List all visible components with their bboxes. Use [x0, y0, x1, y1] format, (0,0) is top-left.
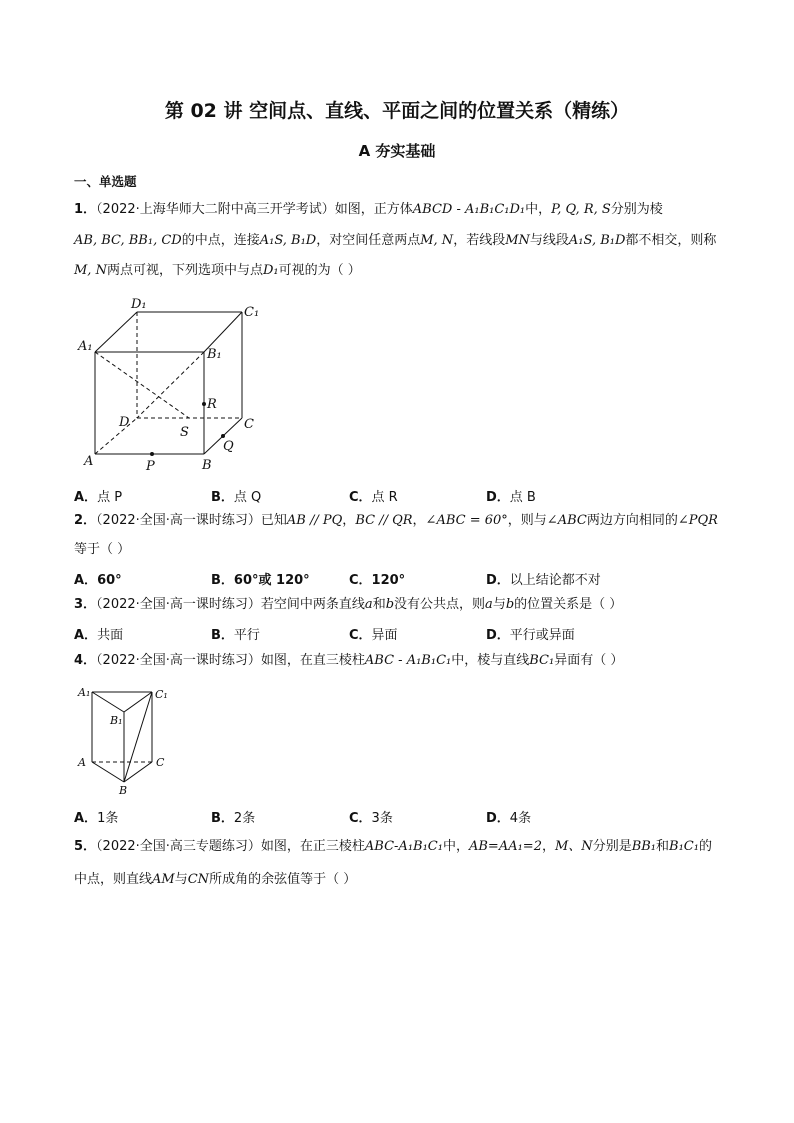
option-text: 共面: [97, 628, 124, 643]
q3-text: 的位置关系是（ ）: [514, 597, 623, 612]
q3-text: 和: [372, 597, 386, 612]
q2-option-c[interactable]: [349, 569, 405, 588]
q2-text: 两边方向相同的: [586, 513, 678, 528]
option-label: A．: [74, 811, 98, 826]
q2-text: 已知: [260, 513, 287, 528]
q1-text: 的中点，连接: [181, 233, 260, 248]
q2-condition-1: AB // PQ: [286, 513, 343, 528]
q1-text: 中，: [525, 202, 552, 217]
option-text: 点 P: [97, 490, 123, 505]
q1-line-1: [74, 201, 663, 219]
q1-text: 分别为棱: [610, 202, 663, 217]
option-label: B．: [211, 811, 234, 826]
q3-line-a: a: [364, 597, 373, 612]
q2-line-1: [74, 512, 718, 530]
option-text: 点 B: [509, 490, 536, 505]
page-subtitle: A 夯实基础: [358, 142, 436, 160]
q1-cube-name: ABCD - A₁B₁C₁D₁: [412, 202, 526, 217]
label-b1: B₁: [207, 347, 222, 362]
q3-option-d[interactable]: [486, 624, 575, 643]
option-label: B．: [211, 628, 234, 643]
q5-line-cn: CN: [187, 872, 210, 887]
q4-line-bc1: BC₁: [529, 653, 555, 668]
label-c: C: [156, 756, 165, 769]
q2-angle-abc: ∠ABC: [546, 513, 587, 528]
option-text: 异面: [371, 628, 398, 643]
q2-condition-2: BC // QR: [355, 513, 413, 528]
option-text: 4条: [509, 811, 532, 826]
q5-text: 的: [698, 839, 712, 854]
label-a1: A₁: [78, 686, 91, 699]
q1-text: 可视的为（ ）: [278, 263, 361, 278]
q1-text: 两点可视，下列选项中与点: [106, 263, 263, 278]
label-r: R: [207, 397, 217, 412]
point-p: [150, 452, 154, 456]
q1-text: 都不相交，则称: [625, 233, 717, 248]
option-label: A．: [74, 490, 98, 505]
q4-text: 中，棱与直线: [451, 653, 530, 668]
q4-text: 如图，在直三棱柱: [260, 653, 365, 668]
section-heading: 一、单选题: [74, 174, 137, 189]
q1-line-3: [74, 262, 361, 280]
prism-edge: [92, 692, 124, 712]
q5-line-2: [74, 871, 356, 889]
q3-option-a[interactable]: [74, 624, 123, 643]
point-r: [202, 402, 206, 406]
label-p: P: [146, 459, 155, 474]
q5-points-mn: M、N: [555, 839, 593, 854]
option-text: 2条: [233, 811, 256, 826]
option-label: D．: [486, 490, 510, 505]
q3-text: 与: [492, 597, 506, 612]
label-c1: C₁: [244, 305, 260, 320]
q5-text: 与: [174, 872, 188, 887]
q3-option-b[interactable]: [211, 624, 260, 643]
q4-option-d[interactable]: [486, 807, 531, 826]
q1-text: ，若线段: [453, 233, 506, 248]
q1-points: P, Q, R, S: [551, 202, 611, 217]
option-label: C．: [349, 811, 372, 826]
label-d: D: [119, 415, 130, 430]
q3-text: 若空间中两条直线: [260, 597, 365, 612]
option-text: 3条: [371, 811, 393, 826]
label-c: C: [244, 417, 254, 432]
prism-edge: [92, 762, 124, 782]
q1-segment-mn: MN: [505, 233, 530, 248]
option-label: A．: [74, 628, 98, 643]
label-b1: B₁: [110, 714, 123, 727]
q1-option-c[interactable]: [349, 486, 398, 505]
label-q: Q: [223, 439, 234, 454]
q1-option-b[interactable]: [211, 486, 261, 505]
q3-option-c[interactable]: [349, 624, 398, 643]
label-a1: A₁: [78, 339, 93, 354]
option-text: 60°或 120°: [233, 573, 310, 588]
segment-bc1: [124, 692, 152, 782]
q5-edge-bb1: BB₁: [631, 839, 657, 854]
cube-hidden-edge: [95, 418, 137, 454]
q5-prism-name: ABC-A₁B₁C₁: [364, 839, 443, 854]
option-label: D．: [486, 628, 510, 643]
q5-text: 分别是: [592, 839, 632, 854]
q3-text: 没有公共点，则: [394, 597, 486, 612]
q1-text: 与线段: [529, 233, 569, 248]
q3-line-b: b: [505, 597, 515, 612]
option-text: 120°: [371, 573, 406, 588]
q5-number: 5．: [74, 839, 97, 854]
q2-option-b[interactable]: [211, 569, 310, 588]
option-label: A．: [74, 573, 98, 588]
q1-text: ，对空间任意两点: [316, 233, 421, 248]
q4-option-b[interactable]: [211, 807, 255, 826]
prism-edge: [124, 762, 152, 782]
option-label: B．: [211, 573, 234, 588]
segment-a1s: [95, 352, 189, 418]
q2-text: ，: [412, 513, 426, 528]
q5-text: 中，: [442, 839, 469, 854]
option-text: 1条: [97, 811, 119, 826]
q2-angle-pqr: ∠PQR: [677, 513, 718, 528]
option-label: C．: [349, 573, 372, 588]
q5-line-am: AM: [152, 872, 175, 887]
q2-option-d[interactable]: [486, 569, 601, 588]
label-d1: D₁: [131, 297, 147, 312]
q1-point-d1: D₁: [262, 263, 279, 278]
option-text: 60°: [97, 573, 122, 588]
q1-segments: A₁S, B₁D: [259, 233, 317, 248]
segment-b1d: [137, 352, 204, 418]
label-a: A: [78, 756, 86, 769]
q2-text: ，: [342, 513, 356, 528]
label-b: B: [202, 458, 212, 473]
label-a: A: [84, 454, 94, 469]
q4-option-c[interactable]: [349, 807, 393, 826]
option-label: D．: [486, 811, 510, 826]
q4-number: 4．: [74, 653, 97, 668]
q2-condition-3: ∠ABC = 60°: [425, 513, 508, 528]
q5-equation: AB=AA₁=2: [468, 839, 542, 854]
q5-line-1: [74, 838, 712, 856]
q1-points-mn: M, N: [420, 233, 454, 248]
q4-line-1: [74, 652, 623, 670]
q2-line-2: 等于（ ）: [74, 542, 131, 557]
q2-option-a[interactable]: [74, 569, 122, 588]
q3-source: （2022·全国·高一课时练习）: [96, 597, 261, 612]
q3-line-b: b: [385, 597, 395, 612]
option-label: C．: [349, 490, 372, 505]
cube-edge: [95, 312, 137, 352]
option-label: D．: [486, 573, 510, 588]
q1-option-a[interactable]: [74, 486, 122, 505]
q2-source: （2022·全国·高一课时练习）: [96, 513, 261, 528]
option-label: B．: [211, 490, 234, 505]
q1-points-mn-2: M, N: [74, 263, 107, 278]
label-c1: C₁: [155, 688, 168, 701]
prism-edge: [124, 692, 152, 712]
page-title: 第 02 讲 空间点、直线、平面之间的位置关系（精练）: [164, 100, 630, 122]
q3-number: 3．: [74, 597, 97, 612]
label-s: S: [180, 425, 189, 440]
q1-cube-figure: [74, 292, 274, 477]
q2-number: 2．: [74, 513, 97, 528]
label-b: B: [119, 784, 128, 797]
q3-line-a: a: [485, 597, 493, 612]
q1-segments-2: A₁S, B₁D: [568, 233, 626, 248]
q2-text: ，则与: [507, 513, 547, 528]
point-q: [221, 434, 225, 438]
option-label: C．: [349, 628, 372, 643]
q5-text: ，: [541, 839, 555, 854]
q5-edge-b1c1: B₁C₁: [669, 839, 699, 854]
q4-text: 异面有（ ）: [554, 653, 624, 668]
q5-text: 和: [656, 839, 670, 854]
q4-option-a[interactable]: [74, 807, 118, 826]
q1-line-2: [74, 232, 716, 250]
q5-source: （2022·全国·高三专题练习）: [96, 839, 261, 854]
q1-number: 1．: [74, 202, 97, 217]
option-text: 以上结论都不对: [509, 573, 601, 588]
q1-text: 如图，正方体: [334, 202, 413, 217]
q1-option-d[interactable]: [486, 486, 536, 505]
q1-edges: AB, BC, BB₁, CD: [74, 233, 182, 248]
q5-text: 如图，在正三棱柱: [260, 839, 365, 854]
option-text: 平行: [233, 628, 260, 643]
option-text: 平行或异面: [509, 628, 575, 643]
q3-line-1: [74, 596, 622, 614]
q1-source: （2022·上海华师大二附中高三开学考试）: [96, 202, 335, 217]
q5-text: 所成角的余弦值等于（ ）: [209, 872, 357, 887]
cube-edge: [204, 312, 242, 352]
q4-prism-figure: [74, 682, 184, 797]
option-text: 点 Q: [233, 490, 262, 505]
q4-source: （2022·全国·高一课时练习）: [96, 653, 261, 668]
option-text: 点 R: [371, 490, 398, 505]
q5-text: 中点，则直线: [74, 872, 153, 887]
q4-prism-name: ABC - A₁B₁C₁: [364, 653, 452, 668]
